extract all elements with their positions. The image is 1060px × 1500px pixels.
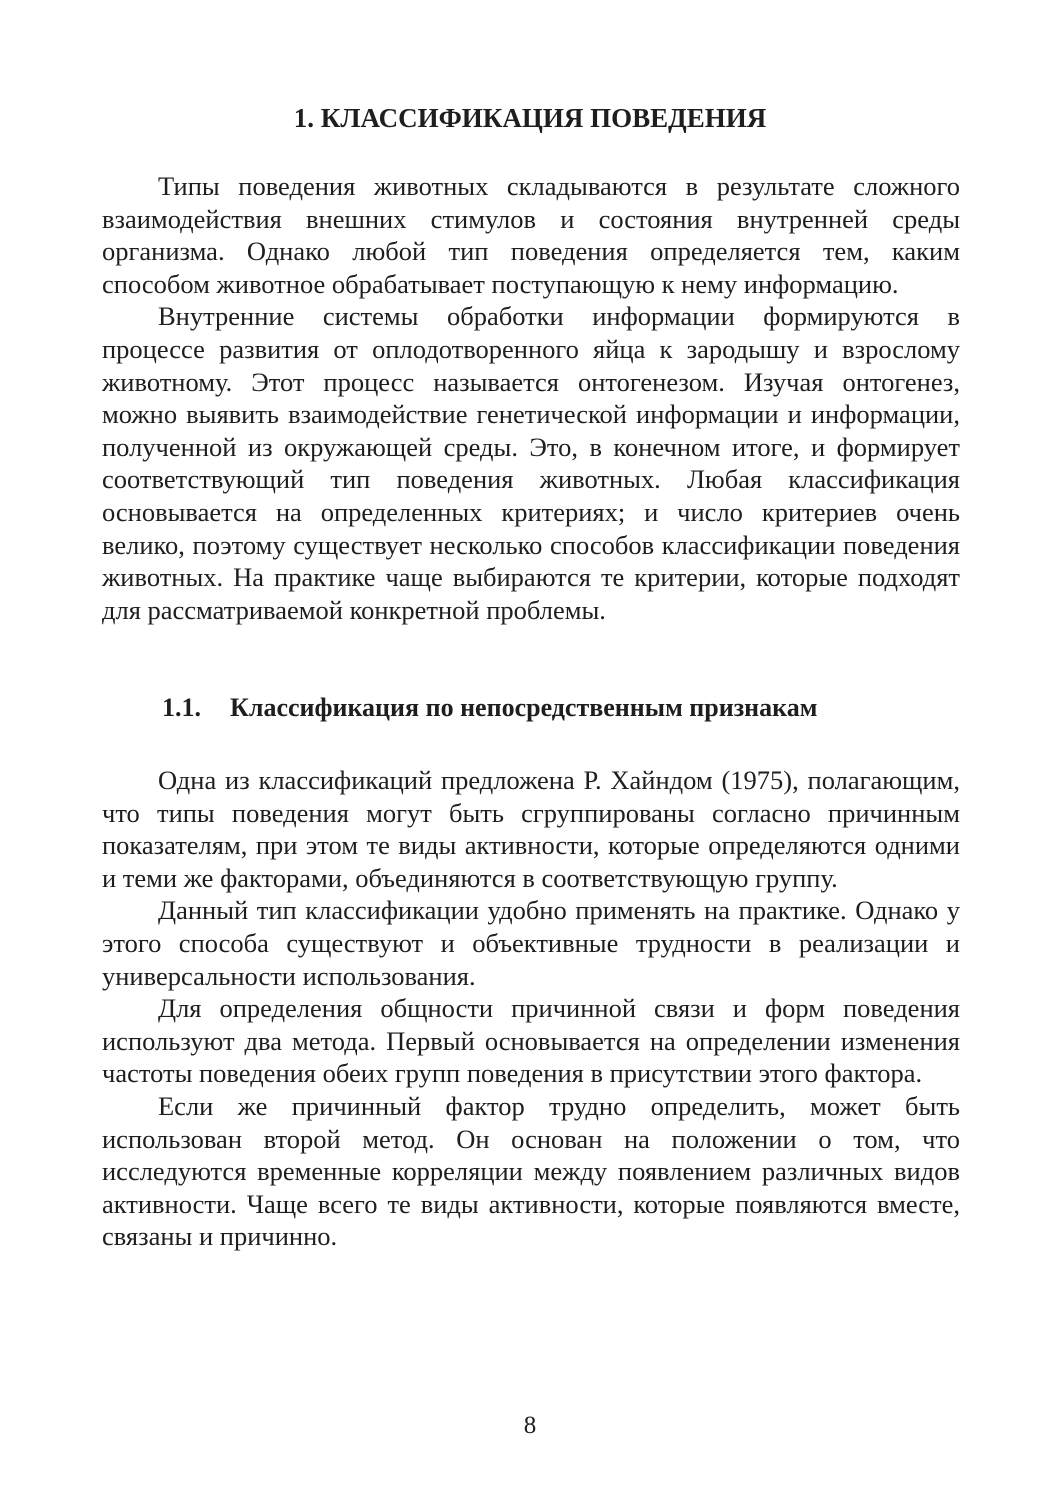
- paragraph: Если же причинный фактор трудно определить, может быть использован второй метод. Он основан на положении о том, что исследуются временные корреляции между появлением различных видов активности. Чаще всего те виды активности, которые появляются вместе, связаны и причинно.: [102, 1090, 960, 1252]
- intro-text: [102, 170, 960, 626]
- section-title: Классификация по непосредственным признакам: [230, 693, 818, 722]
- paragraph: Данный тип классификации удобно применять на практике. Однако у этого способа существуют и объективные трудности в реализации и универсальности использования.: [102, 895, 960, 991]
- paragraph: Одна из классификаций предложена Р. Хайндом (1975), полагающим, что типы поведения могут быть сгруппированы согласно причинным показателям, при этом те виды активности, которые определяются одними и теми же факторами, объединяются в соответствующую группу.: [102, 765, 960, 893]
- paragraph: Для определения общности причинной связи и форм поведения используют два метода. Первый основывается на определении изменения частоты поведения обеих групп поведения в присутствии этого фактора.: [102, 993, 960, 1089]
- section-number: 1.1.: [162, 693, 201, 722]
- section-heading: [162, 690, 960, 726]
- paragraph: Внутренние системы обработки информации формируются в процессе развития от оплодотворенного яйца к зародышу и взрослому животному. Этот процесс называется онтогенезом. Изучая онтогенез, можно выявить взаимодействие генетической информации и информации, полученной из окружающей среды. Это, в конечном итоге, и формирует соответствующий тип поведения животных. Любая классификация основывается на определенных критериях; и число критериев очень велико, поэтому существует несколько способов классификации поведения животных. На практике чаще выбираются те критерии, которые подходят для рассматриваемой конкретной проблемы.: [102, 301, 960, 625]
- page-number: 8: [523, 1412, 537, 1439]
- section-text: [102, 764, 960, 1253]
- chapter-title: 1. КЛАССИФИКАЦИЯ ПОВЕДЕНИЯ: [293, 103, 767, 133]
- paragraph: Типы поведения животных складываются в результате сложного взаимодействия внешних стимулов и состояния внутренней среды организма. Однако любой тип поведения определяется тем, каким способом животное обрабатывает поступающую к нему информацию.: [102, 171, 960, 299]
